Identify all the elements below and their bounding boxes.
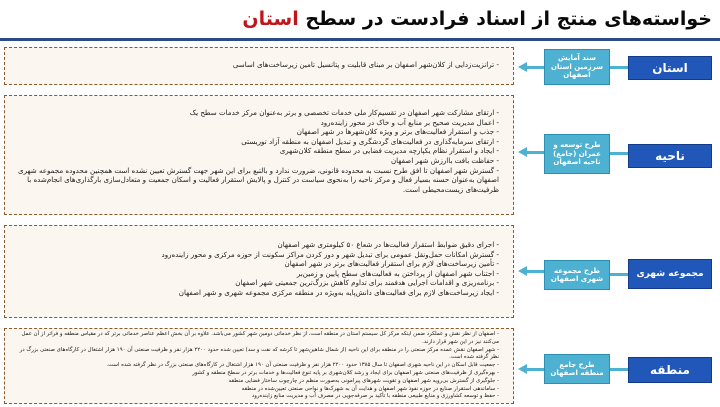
section-district-source: طرح توسعه و عمران (جامع) ناحیه اصفهان xyxy=(544,134,610,174)
section-province-box xyxy=(4,47,514,85)
connector-line xyxy=(526,151,544,154)
connector-line xyxy=(610,66,630,69)
section-metro-list xyxy=(11,240,499,298)
section-metro-source: طرح مجموعه شهری اصفهان xyxy=(544,260,610,290)
list-item: - ارتقای مشارکت شهر اصفهان در تقسیم‌کار ملی خدمات تخصصی و برتر به‌عنوان مرکز خدمات سطح یک xyxy=(11,108,499,118)
section-metro-box xyxy=(4,225,514,318)
list-item: - گسترش امکانات حمل‌ونقل عمومی برای تبدیل شهر و دور کردن مراکز سکونت از حوزه مرکزی و محور زاینده‌رود xyxy=(11,250,499,260)
list-item: - شهر اصفهان نقش عمده مرکز صنعتی را در منطقه برای این ناحیه (از شمال شاهین‌شهر تا کرشه که نفت و سد) تعیین شده حدود ۲۲۰۰ هزار نفر و ظرفیت صنعتی آن ۱۹۰ هزار اشتغال در کارگاه‌های صنعتی بزرگ در نظر گرفته شده است. xyxy=(11,347,499,363)
list-item: - بهره‌گیری از ظرفیت‌های صنعتی شهر اصفهان برای ایجاد و رشد کلان‌شهری بر پایه تنوع فعالیت‌ها و خدمات برتر در سطح منطقه و کشور xyxy=(11,370,499,378)
section-district-list xyxy=(11,108,499,194)
list-item: - برنامه‌ریزی و اقدامات اجرایی هدفمند برای تداوم کاهش بزرگ‌ترین جمعیتی شهر اصفهان xyxy=(11,278,499,288)
list-item: - اجتناب شهر اصفهان از پرداختن به فعالیت‌های سطح پایین و زمین‌بر xyxy=(11,269,499,279)
list-item: - گسترش شهر اصفهان تا افق طرح نسبت به محدوده قانونی، ضرورت ندارد و بالتبع برای این شهر جهت گسترش تعیین نشده است همچنین محدوده مجموعه شهری اصفهان به‌عنوان حسنه بسیار فعال و مرکز ناحیه را به‌نحوی سیاست در کنترل و پالایش استقرار فعالیت و اسکان جمعیت و متعادل‌سازی بارگذاری‌های انجام‌شده با ظرفیت‌های زیست‌محیطی است. xyxy=(11,166,499,195)
list-item: - جلوگیری از گسترش بی‌رویه شهر اصفهان و تقویت شهرهای پیرامونی به‌صورت منظم در چارچوب ساختار فضایی منطقه xyxy=(11,378,499,386)
list-item: - اعمال مدیریت صحیح بر منابع آب و خاک در محور زاینده‌رود xyxy=(11,118,499,128)
section-metro-label: مجموعه شهری xyxy=(628,259,712,289)
page-title-main: خواسته‌های منتج از اسناد فرادست در سطح xyxy=(298,8,712,30)
page-title-highlight: استان xyxy=(242,8,299,30)
section-region-label: منطقه xyxy=(628,357,712,383)
connector-line xyxy=(610,273,630,276)
list-item: - اصفهان از نظر نقش و عملکرد ضمن اینکه مرکز کل سیستم استان در منطقه است، از نظر خدماتی دومین شهر کشور می‌باشد. علاوه بر آن بخش اعظم عناصر خدماتی برتر که در مقیاس منطقه و فراتر از آن عمل می‌کنند نیز در این شهر قرار دارند. xyxy=(11,331,499,347)
section-region-box xyxy=(4,328,514,404)
section-province-list xyxy=(11,60,499,70)
section-province-label: استان xyxy=(628,56,712,80)
list-item: - حفاظت بافت باارزش شهر اصفهان xyxy=(11,156,499,166)
connector-line xyxy=(610,368,630,371)
list-item: - ترانزیت‌زدایی از کلان‌شهر اصفهان بر مبنای قابلیت و پتانسیل تامین زیرساخت‌های اساسی xyxy=(11,60,499,70)
section-region-source: طرح جامع منطقه اصفهان xyxy=(544,354,610,384)
section-district-label: ناحیه xyxy=(628,144,712,168)
section-district-box xyxy=(4,95,514,215)
list-item: - تأمین زیرساخت‌های لازم برای استقرار فعالیت‌های برتر در شهر اصفهان xyxy=(11,259,499,269)
list-item: - جمعیت قابل اسکان در این ناحیه شهری اصفهان تا سال ۱۳۸۵ حدود ۲۲۰۰ هزار نفر و ظرفیت صنعتی آن ۱۹۰ هزار اشتغال در کارگاه‌های صنعتی بزرگ در نظر گرفته شده است. xyxy=(11,362,499,370)
list-item: - جذب و استقرار فعالیت‌های برتر و ویژه کلان‌شهرها در شهر اصفهان xyxy=(11,127,499,137)
connector-line xyxy=(526,368,544,371)
list-item: - ساماندهی استقرار صنایع در حوزه نفوذ شهر اصفهان و هدایت آن به شهرک‌ها و نواحی صنعتی تعیین‌شده در منطقه xyxy=(11,386,499,394)
list-item: - ایجاد و استقرار نظام یکپارچه مدیریت فضایی در سطح منطقه کلان‌شهری xyxy=(11,146,499,156)
page-title xyxy=(8,4,712,34)
section-region-list xyxy=(11,331,499,401)
section-province-source: سند آمایش سرزمین استان اصفهان xyxy=(544,49,610,85)
list-item: - ایجاد زیرساخت‌های لازم برای فعالیت‌های دانش‌پایه به‌ویژه در منطقه مرکزی مجموعه شهری و شهر اصفهان xyxy=(11,288,499,298)
connector-line xyxy=(526,270,544,273)
list-item: - حفظ و توسعه کشاورزی و منابع طبیعی منطقه با تأکید بر صرفه‌جویی در مصرف آب و مدیریت منابع زاینده‌رود xyxy=(11,393,499,401)
list-item: - اجرای دقیق ضوابط استقرار فعالیت‌ها در شعاع ۵۰ کیلومتری شهر اصفهان xyxy=(11,240,499,250)
connector-line xyxy=(610,152,630,155)
title-divider xyxy=(0,38,720,41)
connector-line xyxy=(526,66,544,69)
list-item: - ارتقای سرمایه‌گذاری در فعالیت‌های گردشگری و تبدیل اصفهان به منطقه آزاد توریستی xyxy=(11,137,499,147)
